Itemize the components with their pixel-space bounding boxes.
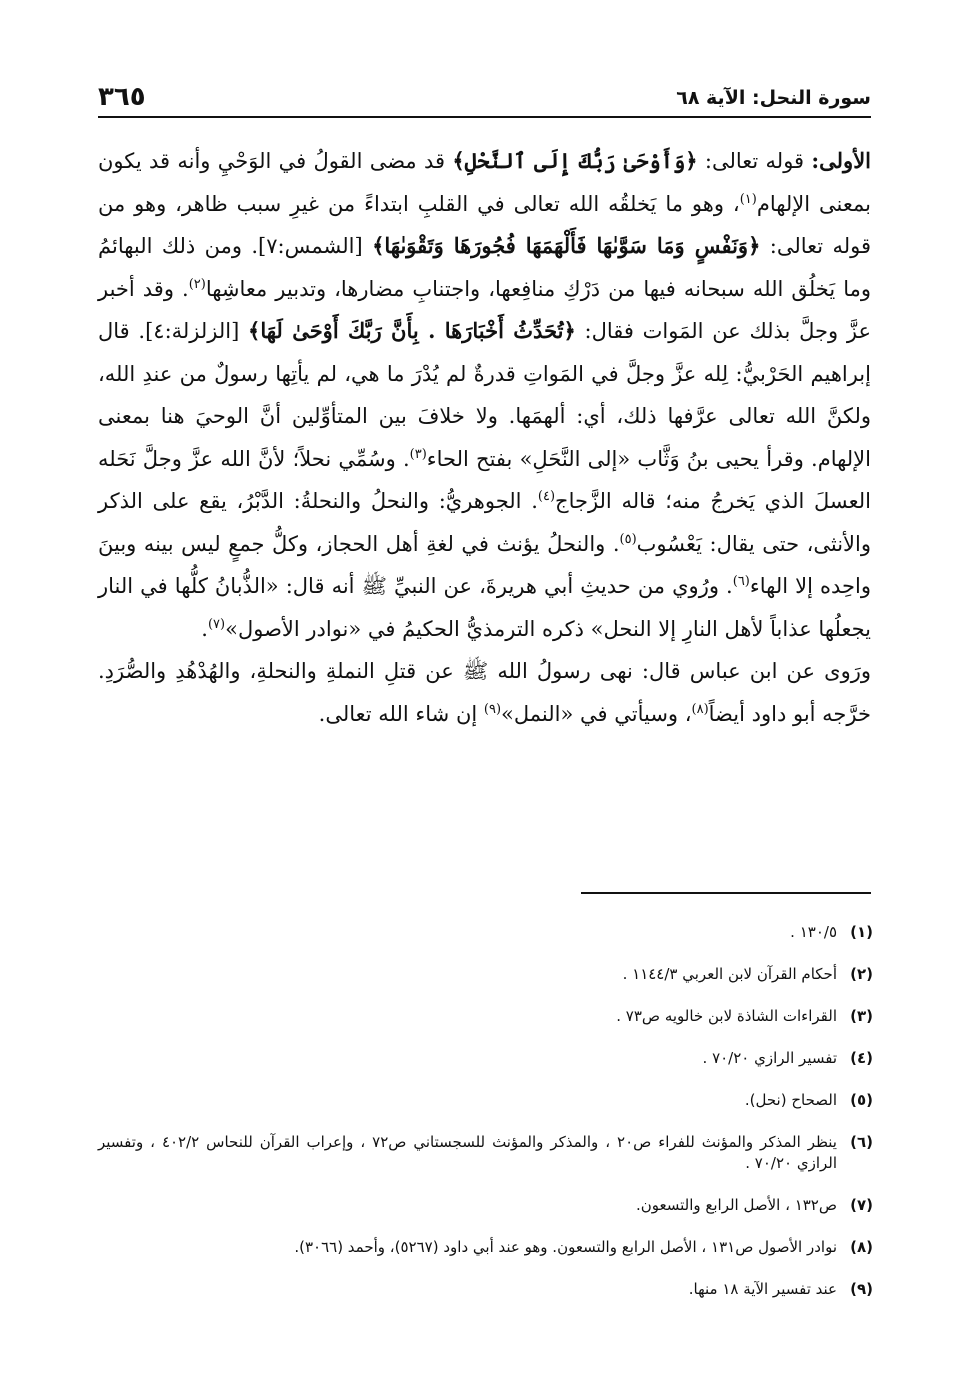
paragraph-2: [98, 650, 871, 735]
text-run: قد مضى القولُ في الوَحْيِ وأنه قد يكون بمعنى الإلهام: [98, 149, 872, 216]
footnote-ref-6[interactable]: (٦): [732, 574, 750, 589]
footnote-2: [98, 964, 873, 985]
footnote-4: [98, 1048, 873, 1069]
footnote-ref-2[interactable]: (٢): [188, 276, 206, 292]
text-run: .: [201, 616, 208, 641]
footnote-number: (٥): [850, 1091, 873, 1109]
footnote-text: ص١٣٢ ، الأصل الرابع والتسعون.: [635, 1196, 837, 1214]
text-run: . والنحلُ يؤنث في لغةِ أهل الحجاز، وكلُّ جمعٍ ليس بينه وبينَ واحِده إلا الهاء: [98, 531, 871, 598]
footnote-number: (٩): [850, 1280, 873, 1298]
footnote-text: نوادر الأصول ص١٣١ ، الأصل الرابع والتسعون. وهو عند أبي داود (٥٢٦٧)، وأحمد (٣٠٦٦).: [294, 1238, 837, 1256]
paragraph-1: [98, 140, 871, 650]
footnote-text: عند تفسير الآية ١٨ منها.: [688, 1280, 837, 1298]
footnote-text: الصحاح (نحل).: [744, 1091, 837, 1109]
quran-quote: ﴿وَأَوْحَىٰ رَبُّكَ إِلَى ٱلنَّحْلِ﴾: [452, 148, 698, 173]
footnote-number: (٤): [850, 1049, 873, 1067]
text-run: [الشمس:٧]. ومن ذلك البهائمُ وما يَخلُق الله سبحانه فيها من دَرْكِ منافِعها، واجتنابِ مضارها، وتدبير معاشِها: [98, 234, 872, 301]
footnote-number: (٢): [850, 965, 873, 983]
page-header: [98, 70, 871, 114]
text-run: . ورُوي من حديثِ أبي هريرةَ، عن النبيِّ ﷺ أنه قال: «الذُّبانُ كلُّها في النار يجعلُها عذاباً لأهل النارِ إلا النحل» ذكره الترمذيُّ الحكيمُ في «نوادر الأصول»: [98, 574, 871, 641]
footnote-number: (٦): [850, 1133, 873, 1151]
footnote-7: [98, 1195, 873, 1216]
footnote-number: (٣): [850, 1007, 873, 1025]
footnote-ref-9[interactable]: (٩): [483, 701, 502, 717]
footnote-text: تفسير الرازي ٧٠/٢٠ .: [702, 1049, 837, 1067]
text-run: [الزلزلة:٤]. قال إبراهيم الحَرْبيُّ: لِله عزَّ وجلَّ في المَواتِ قدرةٌ لم يُدْرَ ما هي، لم يأتِها رسولٌ من عندِ الله، ولكنَّ الله تعالى عرَّفها ذلك، أي: ألهمَها. ولا خلافَ بين المتأوِّلين أنَّ الوحيَ هنا بمعنى الإلهام. وقرأ يحيى بنُ وَثَّاب «إلى النَّحَلِ» بفتح الحاء: [98, 319, 871, 471]
footnote-text: ١٣٠/٥ .: [790, 923, 837, 941]
footnote-8: [98, 1237, 873, 1258]
text-run: . وقد أخبر عزَّ وجلَّ بذلك عن المَوات فقال:: [98, 276, 871, 343]
footnote-1: [98, 922, 873, 943]
footnote-9: [98, 1279, 873, 1300]
page-number: ٣٦٥: [98, 82, 146, 112]
text-run: . الجوهريُّ: والنحلُ والنحلةُ: الدَّبْرُ، يقع على الذكر والأنثى، حتى يقال: يَعْسُوب: [98, 489, 871, 556]
text-run: ، وسيأتي في «النمل»: [501, 701, 692, 726]
footnote-text: أحكام القرآن لابن العربي ١١٤٤/٣ .: [622, 965, 837, 983]
footnote-text: ينظر المذكر والمؤنث للفراء ص٢٠ ، والمذكر والمؤنث للسجستاني ص٧٢ ، وإعراب القرآن للنحاس ٤٠٢/٢ ، وتفسير الرازي ٧٠/٢٠ .: [98, 1133, 837, 1172]
running-title: سورة النحل: الآية ٦٨: [676, 87, 871, 109]
footnote-text: القراءات الشاذة لابن خالويه ص٧٣ .: [616, 1007, 837, 1025]
footnote-separator: [581, 892, 871, 894]
footnote-ref-8[interactable]: (٨): [691, 701, 709, 717]
footnote-ref-4[interactable]: (٤): [537, 489, 556, 504]
footnote-5: [98, 1090, 873, 1111]
text-run: قوله تعالى:: [697, 149, 812, 173]
quran-quote: ﴿وَنَفْسٍ وَمَا سَوَّىٰهَا فَأَلْهَمَهَا فُجُورَهَا وَتَقْوَىٰهَا﴾: [372, 233, 761, 258]
footnote-ref-7[interactable]: (٧): [207, 616, 226, 632]
text-run: ورَوى عن ابن عباس قال: نهى رسولُ الله ﷺ عن قتلِ النملةِ والنحلةِ، والهُدْهُدِ والصُّرَدِ. خرَّجه أبو داود أيضاً: [98, 659, 871, 726]
footnote-number: (٧): [850, 1196, 873, 1214]
main-text: [98, 140, 871, 735]
footnotes: [98, 922, 873, 1321]
section-lead: الأولى:: [811, 148, 872, 173]
footnote-ref-5[interactable]: (٥): [619, 531, 637, 547]
quran-quote: ﴿تُحَدِّثُ أَخْبَارَهَا . بِأَنَّ رَبَّكَ أَوْحَىٰ لَهَا﴾: [248, 318, 576, 343]
footnote-ref-3[interactable]: (٣): [409, 446, 427, 462]
text-run: . وسُمِّي نحلاً؛ لأنَّ الله عزَّ وجلَّ نَحَله العسلَ الذي يَخرجُ منه؛ قاله الزَّجاج: [98, 446, 871, 513]
footnote-6: [98, 1132, 873, 1174]
header-rule: [98, 116, 871, 118]
footnote-number: (٨): [850, 1238, 873, 1256]
footnote-number: (١): [850, 923, 873, 941]
footnote-ref-1[interactable]: (١): [739, 191, 757, 207]
text-run: إن شاء الله تعالى.: [318, 701, 484, 726]
footnote-3: [98, 1006, 873, 1027]
text-run: ، وهو ما يَخلقُه الله تعالى في القلبِ ابتداءً من غيرِ سبب ظاهر، وهو من قوله تعالى:: [98, 191, 872, 258]
